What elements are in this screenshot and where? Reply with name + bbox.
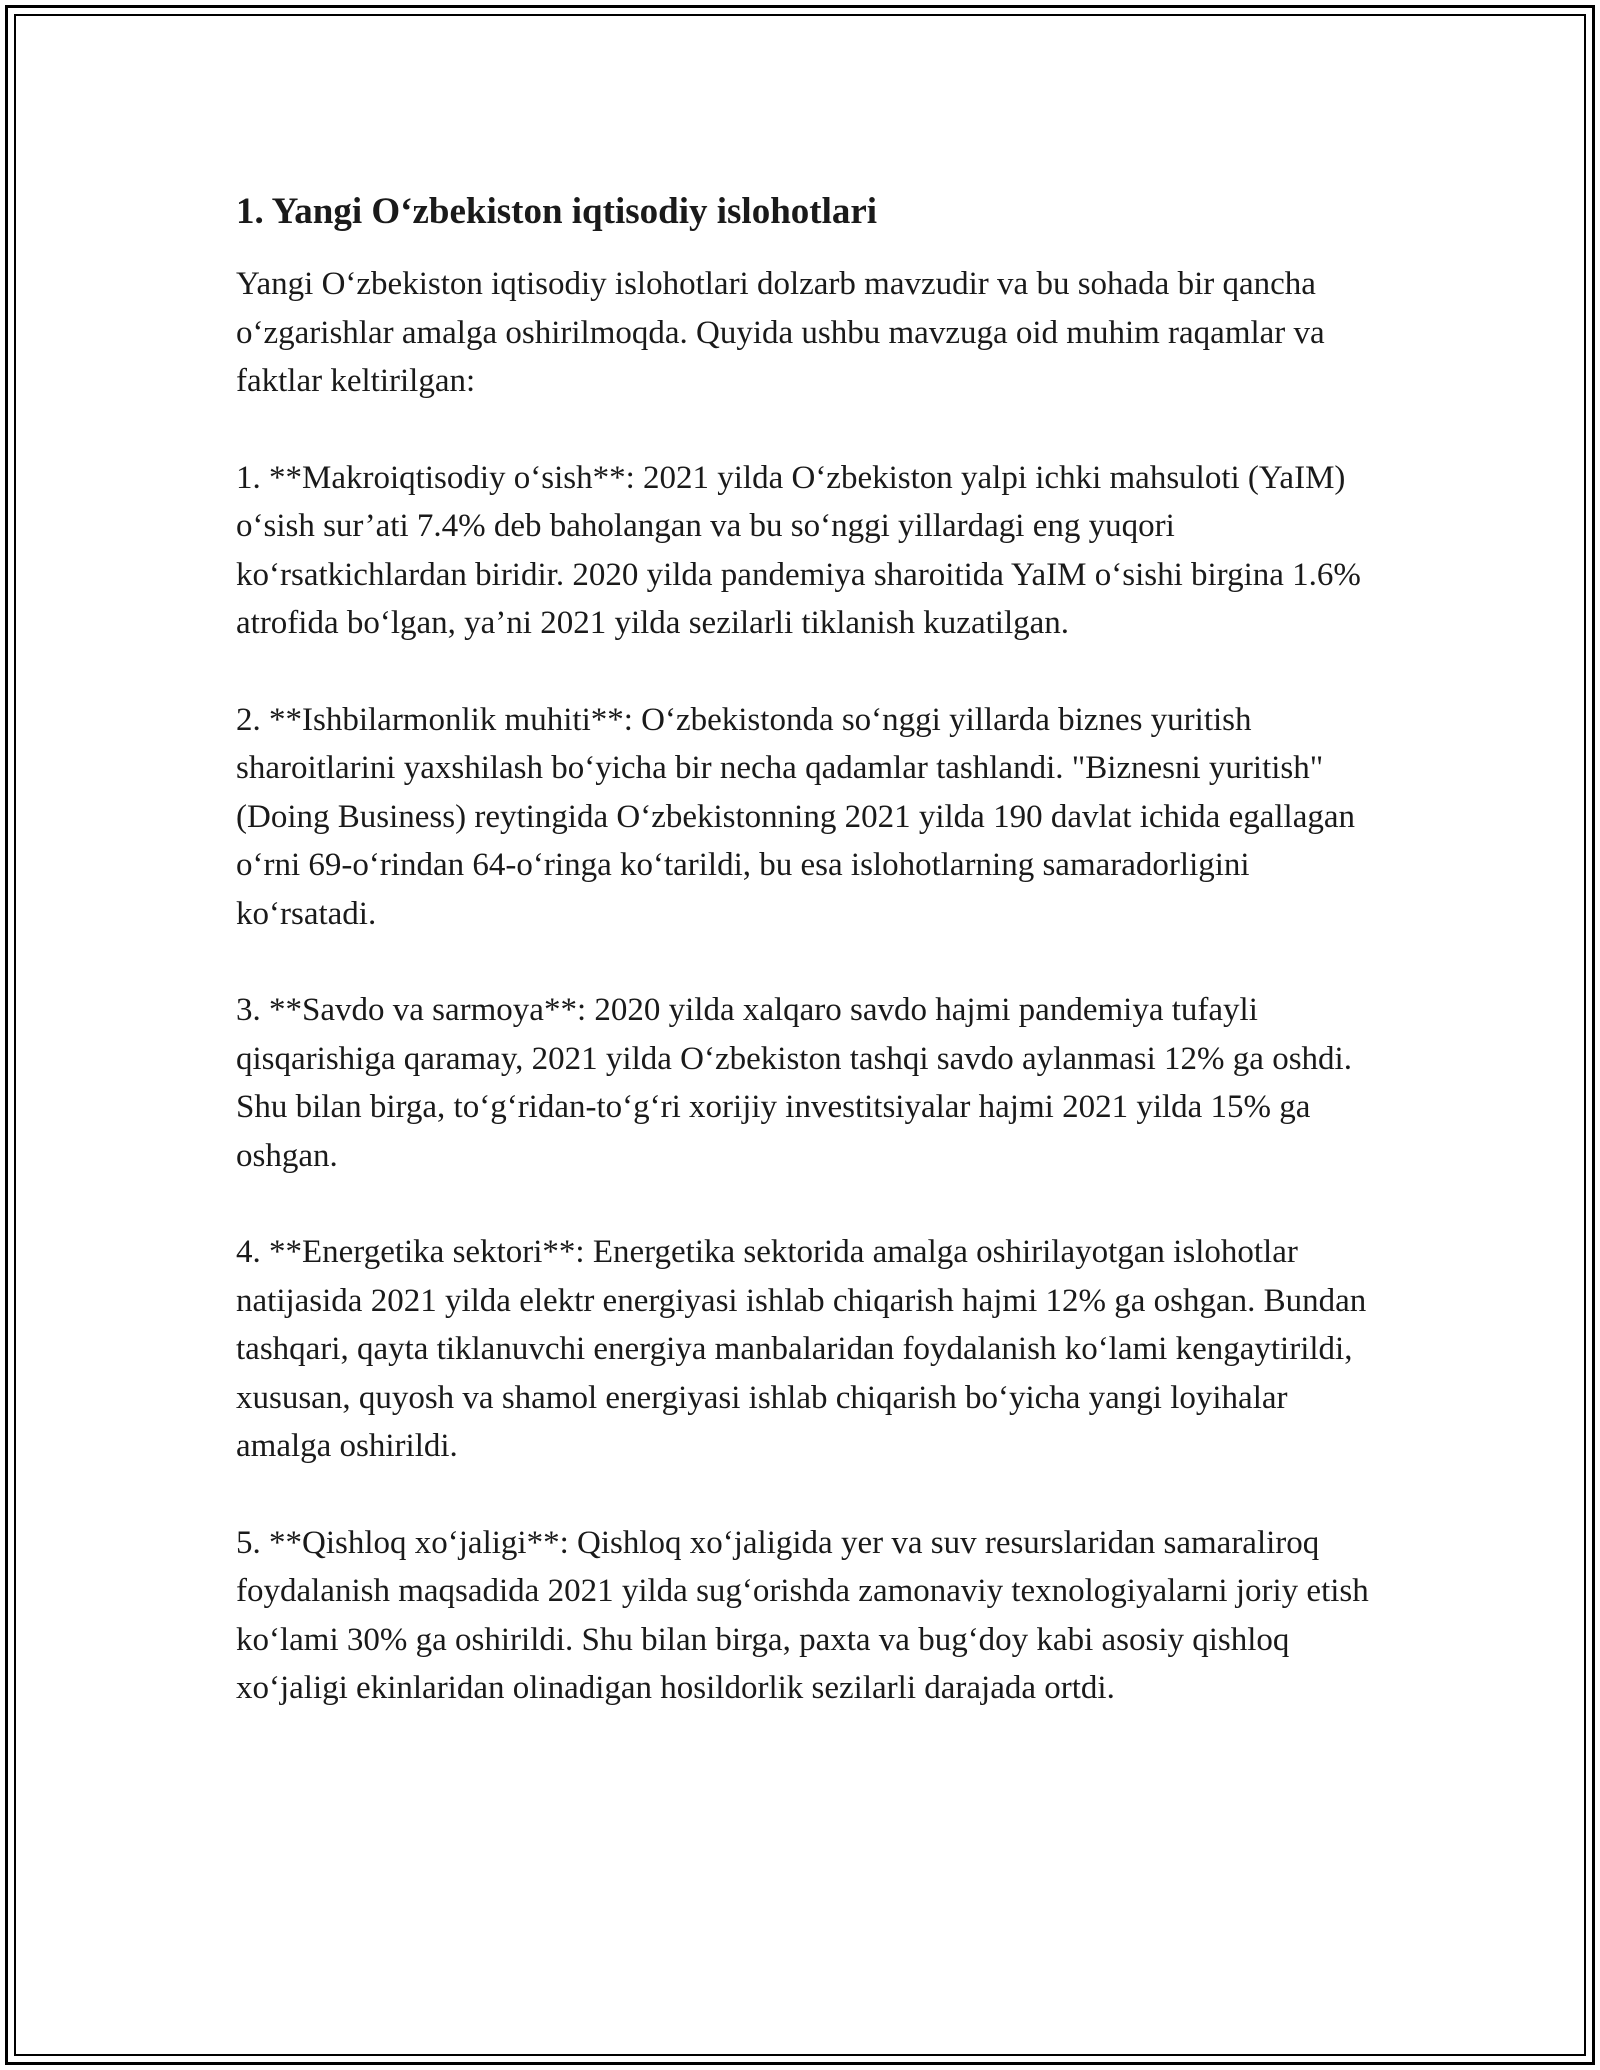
- paragraph-macroeconomic-growth: 1. **Makroiqtisodiy o‘sish**: 2021 yilda O‘zbekiston yalpi ichki mahsuloti (YaIM) o‘sish sur’ati 7.4% deb baholangan va bu so‘nggi yillardagi eng yuqori ko‘rsatkichlardan biridir. 2020 yilda pandemiya sharoitida YaIM o‘sishi birgina 1.6% atrofida bo‘lgan, ya’ni 2021 yilda sezilarli tiklanish kuzatilgan.: [236, 459, 1361, 641]
- paragraph-energy-sector: 4. **Energetika sektori**: Energetika sektorida amalga oshirilayotgan islohotlar natijasida 2021 yilda elektr energiyasi ishlab chiqarish hajmi 12% ga oshgan. Bundan tashqari, qayta tiklanuvchi energiya manbalaridan foydalanish ko‘lami kengaytirildi, xususan, quyosh va shamol energiyasi ishlab chiqarish bo‘yicha yangi loyihalar amalga oshirildi.: [236, 1234, 1367, 1464]
- paragraph-business-environment: 2. **Ishbilarmonlik muhiti**: O‘zbekistonda so‘nggi yillarda biznes yuritish sharoitlarini yaxshilash bo‘yicha bir necha qadamlar tashlandi. "Biznesni yuritish" (Doing Business) reytingida O‘zbekistonning 2021 yilda 190 davlat ichida egallagan o‘rni 69-o‘rindan 64-o‘ringa ko‘tarildi, bu esa islohotlarning samaradorligini ko‘rsatadi.: [236, 701, 1356, 932]
- paragraph-agriculture: 5. **Qishloq xo‘jaligi**: Qishloq xo‘jaligida yer va suv resurslaridan samaraliroq foydalanish maqsadida 2021 yilda sug‘orishda zamonaviy texnologiyalarni joriy etish ko‘lami 30% ga oshirildi. Shu bilan birga, paxta va bug‘doy kabi asosiy qishloq xo‘jaligi ekinlaridan olinadigan hosildorlik sezilarli darajada ortdi.: [236, 1524, 1369, 1706]
- paragraph-trade-investment: 3. **Savdo va sarmoya**: 2020 yilda xalqaro savdo hajmi pandemiya tufayli qisqarishiga qaramay, 2021 yilda O‘zbekiston tashqi savdo aylanmasi 12% ga oshdi. Shu bilan birga, to‘g‘ridan-to‘g‘ri xorijiy investitsiyalar hajmi 2021 yilda 15% ga oshgan.: [236, 992, 1352, 1174]
- document-title: 1. Yangi O‘zbekiston iqtisodiy islohotlari: [236, 191, 878, 232]
- intro-paragraph: Yangi O‘zbekiston iqtisodiy islohotlari dolzarb mavzudir va bu sohada bir qancha o‘zgarishlar amalga oshirilmoqda. Quyida ushbu mavzuga oid muhim raqamlar va faktlar keltirilgan:: [236, 266, 1325, 399]
- document-body: [236, 186, 1376, 1761]
